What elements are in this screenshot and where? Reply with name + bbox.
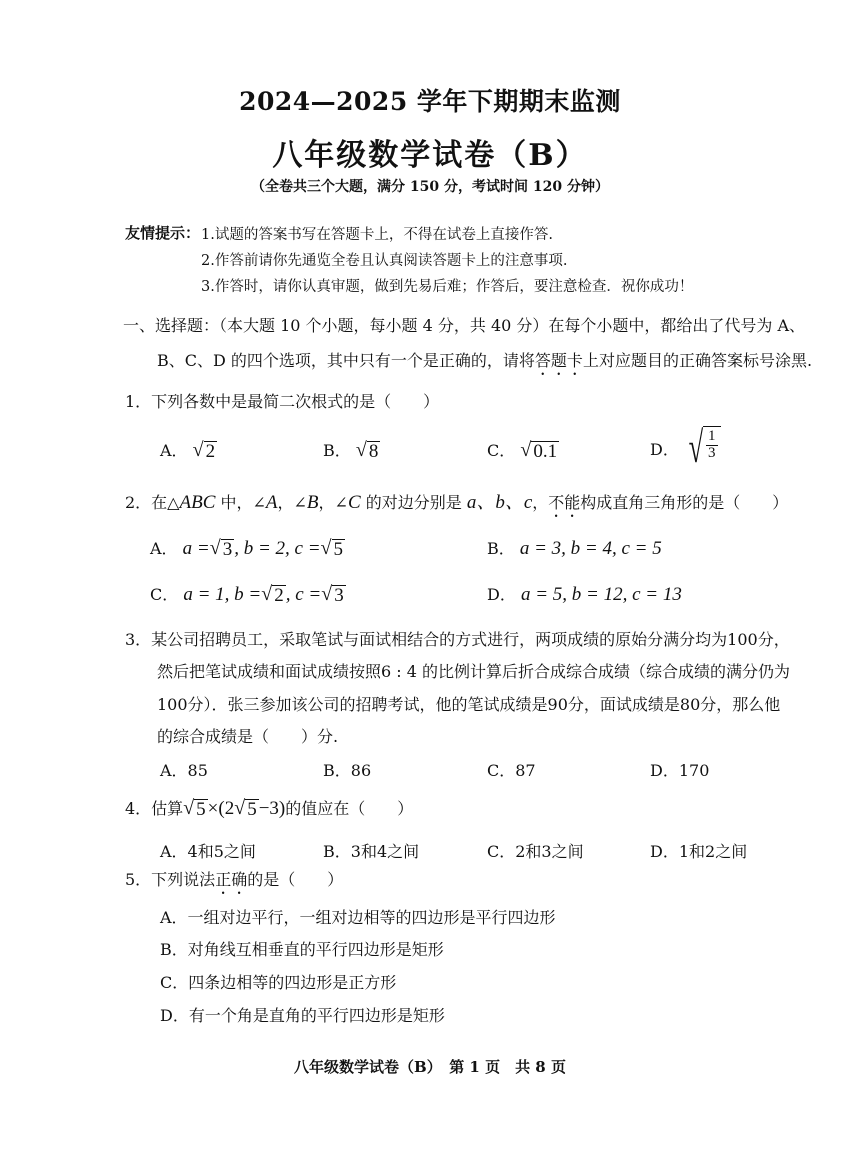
q2-angle-a: A [265,492,278,513]
q5-option-a: A．一组对边平行，一组对边相等的四边形是平行四边形 [160,908,556,927]
q3-option-c: C．87 [487,761,536,780]
question-5-stem [125,867,343,898]
q2-option-d-text: a = 5, b = 12, c = 13 [520,584,682,605]
q1-option-b-label: B． [323,441,351,460]
q2-option-d [487,582,682,606]
exam-subtitle: （全卷共三个大题，满分 150 分，考试时间 120 分钟） [251,179,609,195]
q1-option-a-radical: √ 2 [192,439,216,463]
q1-option-d-label: D． [650,439,679,459]
q1-option-c-label: C． [487,441,516,460]
exam-title-line1: 2024—2025 学年下期期末监测 [239,87,621,116]
section1-line2-emphasis: 答题卡 [534,351,583,370]
q2-angle-c: C [347,492,361,513]
section1-heading-line1: 一、选择题：（本大题 10 个小题，每小题 4 分，共 40 分）在每个小题中，都给出了代号为 A、 [123,316,806,335]
q2-angle-b: B [306,492,319,513]
q2-option-a-text: , b = 2, c = [234,538,321,559]
q5-option-c: C．四条边相等的四边形是正方形 [160,973,397,992]
q1-option-c-radicand: 0.1 [533,441,558,463]
q2-sides: a、b、c [466,492,533,513]
tips-label: 友情提示： [125,224,201,242]
q2-stem-part: ，∠ [318,493,348,512]
q4-option-b: B．3和4之间 [323,842,420,861]
q2-stem-emphasis: 不能 [548,493,581,512]
q5-stem-part: 5．下列说法 [125,870,216,889]
q3-option-a: A．85 [160,761,208,780]
question-3-line3: 100分）．张三参加该公司的招聘考试，他的笔试成绩是90分，面试成绩是80分，那么他 [157,695,781,714]
section1-heading-line2 [157,351,812,379]
question-2-stem [125,487,788,521]
q1-option-d-denominator: 3 [708,444,716,461]
q2-option-b [487,536,662,560]
q4-option-a: A．4和5之间 [160,842,256,861]
q2-option-a-label: A． [150,539,178,558]
question-3-line4: 的综合成绩是（ ）分. [157,727,339,746]
q4-stem-part: 4．估算 [125,799,184,818]
question-3-line2: 然后把笔试成绩和面试成绩按照6 : 4 的比例计算后折合成综合成绩（综合成绩的满分仍为 [157,662,791,681]
q4-radicand-1: 5 [196,799,206,821]
q2-option-a-radicand-c: 5 [333,539,344,561]
q2-option-a-radicand-a: 3 [222,539,233,561]
tip-item-2: 2.作答前请你先通览全卷且认真阅读答题卡上的注意事项. [201,253,568,269]
q4-expression: −3) [258,798,286,819]
tip-item-3: 3.作答时，请你认真审题，做到先易后难；作答后，要注意检查．祝你成功！ [201,279,694,295]
q4-expression: ×(2 [207,798,235,819]
q4-option-c: C．2和3之间 [487,842,584,861]
tip-item-1: 1.试题的答案书写在答题卡上，不得在试卷上直接作答. [201,227,553,243]
q3-option-d: D．170 [650,761,710,780]
q2-option-a: A． a = √ 3 , b = 2, c = √ 5 [150,537,344,561]
exam-title-line2: 八年级数学试卷（B） [272,138,588,173]
q2-option-c-radicand-c: 3 [334,585,344,607]
page-footer: 八年级数学试卷（B） 第 1 页 共 8 页 [294,1058,566,1076]
q5-stem-part: 的是（ ） [247,870,344,889]
q1-option-d-fraction [706,429,718,462]
q1-option-d [650,423,721,472]
q5-option-d: D．有一个角是直角的平行四边形是矩形 [160,1006,445,1025]
q2-stem-part: 构成直角三角形的是（ ） [580,493,789,512]
q1-option-b-radicand: 8 [368,441,379,463]
q2-option-c-label: C． [150,585,179,604]
q5-stem-emphasis: 正确 [215,870,248,889]
q1-option-d-numerator: 1 [708,428,716,444]
q2-stem-part: 2．在△ [125,493,180,512]
q1-option-c [487,438,559,462]
q2-triangle-name: ABC [179,492,216,513]
q1-option-a [160,438,217,462]
question-3-line1: 3．某公司招聘员工，采取笔试与面试相结合的方式进行，两项成绩的原始分满分均为100分， [125,630,790,649]
q2-option-b-label: B． [487,539,515,558]
q4-radicand-2: 5 [247,799,257,821]
section1-line2-b: 上对应题目的正确答案标号涂黑. [582,351,813,370]
q1-option-b [323,438,380,462]
q1-option-d-radical: √ $\frac{1}{3}$ [679,426,721,470]
q2-stem-part: ，∠ [277,493,307,512]
q2-stem-part: ， [532,493,549,512]
q2-stem-part: 中，∠ [215,493,266,512]
q5-option-b: B．对角线互相垂直的平行四边形是矩形 [160,940,444,959]
q2-option-c-radicand-b: 2 [274,585,284,607]
q2-option-c-text: , c = [285,584,322,605]
q2-option-c-text: a = 1, b = [183,584,262,605]
q2-option-d-label: D． [487,585,516,604]
q4-stem-part: 的值应在（ ） [285,799,414,818]
q1-option-a-label: A． [160,441,188,460]
q2-option-a-text: a = [182,538,210,559]
q1-option-a-radicand: 2 [205,441,216,463]
q2-stem-part: 的对边分别是 [360,493,467,512]
q2-option-c: C． a = 1, b = √ 2 , c = √ 3 [150,583,344,607]
q4-option-d: D．1和2之间 [650,842,748,861]
section1-line2-a: B、C、D 的四个选项，其中只有一个是正确的，请将 [157,351,535,370]
q2-option-b-text: a = 3, b = 4, c = 5 [519,538,662,559]
question-4-stem: 4．估算 √ 5 ×(2 √ 5 −3)的值应在（ ） [125,797,414,821]
q1-option-b-radical: √ 8 [355,439,379,463]
q1-option-c-radical: √ 0.1 [520,439,558,463]
question-1-stem: 1．下列各数中是最简二次根式的是（ ） [125,392,440,411]
q3-option-b: B．86 [323,761,372,780]
